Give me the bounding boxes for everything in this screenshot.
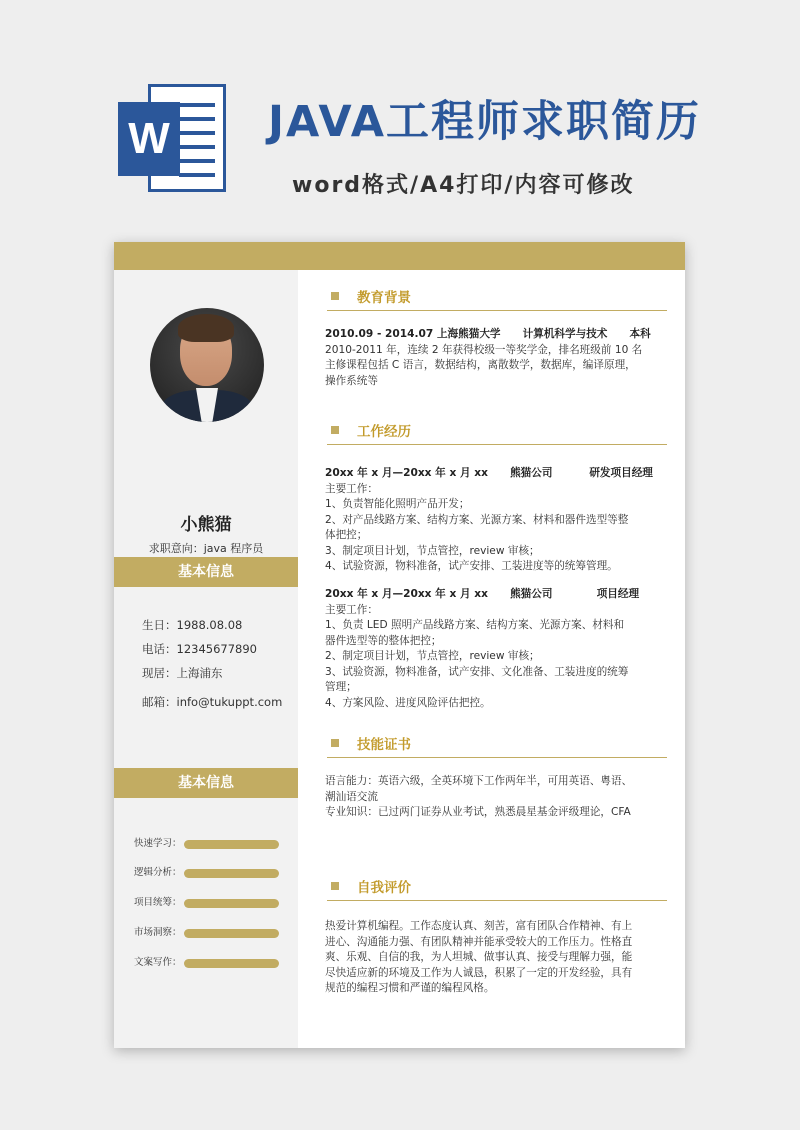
square-bullet-icon [331, 292, 339, 300]
job-line: 2、制定项目计划，节点管控，review 审核； [325, 650, 540, 662]
self-eval-line: 尽快适应新的环境及工作为人诚恳，积累了一定的开发经验，具有 [325, 966, 633, 979]
skill-label: 快速学习： [134, 838, 182, 849]
job-line: 2、对产品线路方案、结构方案、光源方案、材料和器件选型等整 [325, 513, 629, 526]
skills-header: 基本信息 [114, 768, 298, 798]
job-heading: 20xx 年 x 月—20xx 年 x 月 xx 熊猫公司 研发项目经理 [325, 467, 653, 479]
job-line: 3、制定项目计划，节点管控，review 审核； [325, 544, 540, 557]
certificates-section-header [327, 733, 667, 758]
self-eval-section-header [327, 876, 667, 901]
avatar [150, 308, 264, 422]
word-letter: W [118, 102, 180, 176]
certificate-line: 语言能力：英语六级，全英环境下工作两年半，可用英语、粤语、 [325, 775, 633, 787]
skill-label: 市场洞察： [134, 927, 182, 938]
square-bullet-icon [331, 426, 339, 434]
job-line: 器件选型等的整体把控； [325, 634, 442, 647]
job-line: 1、负责 LED 照明产品线路方案、结构方案、光源方案、材料和 [325, 619, 625, 631]
skill-bar [184, 840, 279, 849]
birthday-text: 生日：1988.08.08 [142, 618, 243, 632]
education-block [325, 327, 663, 389]
work-job-1 [325, 466, 663, 575]
skill-bar [184, 899, 279, 908]
self-eval-block [325, 919, 663, 997]
job-line: 主要工作： [325, 603, 378, 616]
education-line: 主修课程包括 C 语言，数据结构，离散数学，数据库，编译原理， [325, 359, 636, 371]
self-eval-line: 爽、乐观、自信的我，为人坦城、做事认真、接受与理解力强，能 [325, 951, 633, 963]
location-text: 现居：上海浦东 [142, 666, 223, 680]
certificate-line: 潮汕语交流 [325, 790, 378, 803]
work-job-2 [325, 587, 663, 711]
job-line: 体把控； [325, 529, 368, 541]
skill-bar [184, 869, 279, 878]
skill-row [114, 897, 298, 909]
self-eval-line: 热爱计算机编程。工作态度认真、刻苦，富有团队合作精神、有上 [325, 920, 633, 932]
resume-sheet [114, 242, 685, 1048]
job-line: 4、试验资源，物料准备，试产安排、工装进度等的统筹管理。 [325, 560, 618, 572]
certificate-line: 专业知识：已过两门证券从业考试，熟悉晨星基金评级理论，CFA [325, 806, 631, 818]
skill-row [114, 867, 298, 879]
page-subtitle: word格式/A4打印/内容可修改 [292, 173, 635, 198]
job-line: 3、试验资源，物料准备，试产安排、文化准备、工装进度的统筹 [325, 665, 629, 678]
skill-label: 项目统筹： [134, 897, 182, 908]
page-title: JAVA工程师求职简历 [268, 97, 701, 147]
job-intent: 求职意向：java 程序员 [148, 542, 264, 555]
skill-row [114, 927, 298, 939]
job-line: 4、方案风险、进度风险评估把控。 [325, 696, 491, 709]
skill-row [114, 838, 298, 850]
job-line: 管理； [325, 681, 357, 693]
job-line: 主要工作： [325, 482, 378, 495]
phone-text: 电话：12345677890 [142, 642, 257, 656]
job-heading: 20xx 年 x 月—20xx 年 x 月 xx 熊猫公司 项目经理 [325, 588, 640, 600]
section-title: 工作经历 [357, 424, 411, 440]
section-title: 自我评价 [357, 880, 411, 896]
sidebar [114, 270, 298, 1048]
self-eval-line: 进心、沟通能力强、有团队精神并能承受较大的工作压力。性格直 [325, 935, 633, 948]
self-eval-line: 规范的编程习惯和严谨的编程风格。 [325, 982, 495, 994]
top-accent-bar [114, 242, 685, 270]
skill-label: 逻辑分析： [134, 867, 182, 878]
education-line: 操作系统等 [325, 374, 378, 387]
section-title: 教育背景 [357, 290, 411, 306]
certificates-block [325, 774, 663, 821]
education-line: 2010-2011 年，连续 2 年获得校级一等奖学金，排名班级前 10 名 [325, 343, 643, 356]
skill-row [114, 957, 298, 969]
work-section-header [327, 420, 667, 445]
email-text: 邮箱：info@tukuppt.com [142, 695, 283, 709]
education-section-header [327, 286, 667, 311]
basic-info-header: 基本信息 [114, 557, 298, 587]
candidate-name: 小熊猫 [180, 515, 232, 535]
square-bullet-icon [331, 882, 339, 890]
square-bullet-icon [331, 739, 339, 747]
skill-label: 文案写作： [134, 957, 182, 968]
skill-bar [184, 959, 279, 968]
section-title: 技能证书 [357, 737, 411, 753]
skill-bar [184, 929, 279, 938]
word-icon [118, 84, 226, 192]
job-line: 1、负责智能化照明产品开发； [325, 498, 470, 510]
education-heading: 2010.09 - 2014.07 上海熊猫大学 计算机科学与技术 本科 [325, 328, 651, 340]
